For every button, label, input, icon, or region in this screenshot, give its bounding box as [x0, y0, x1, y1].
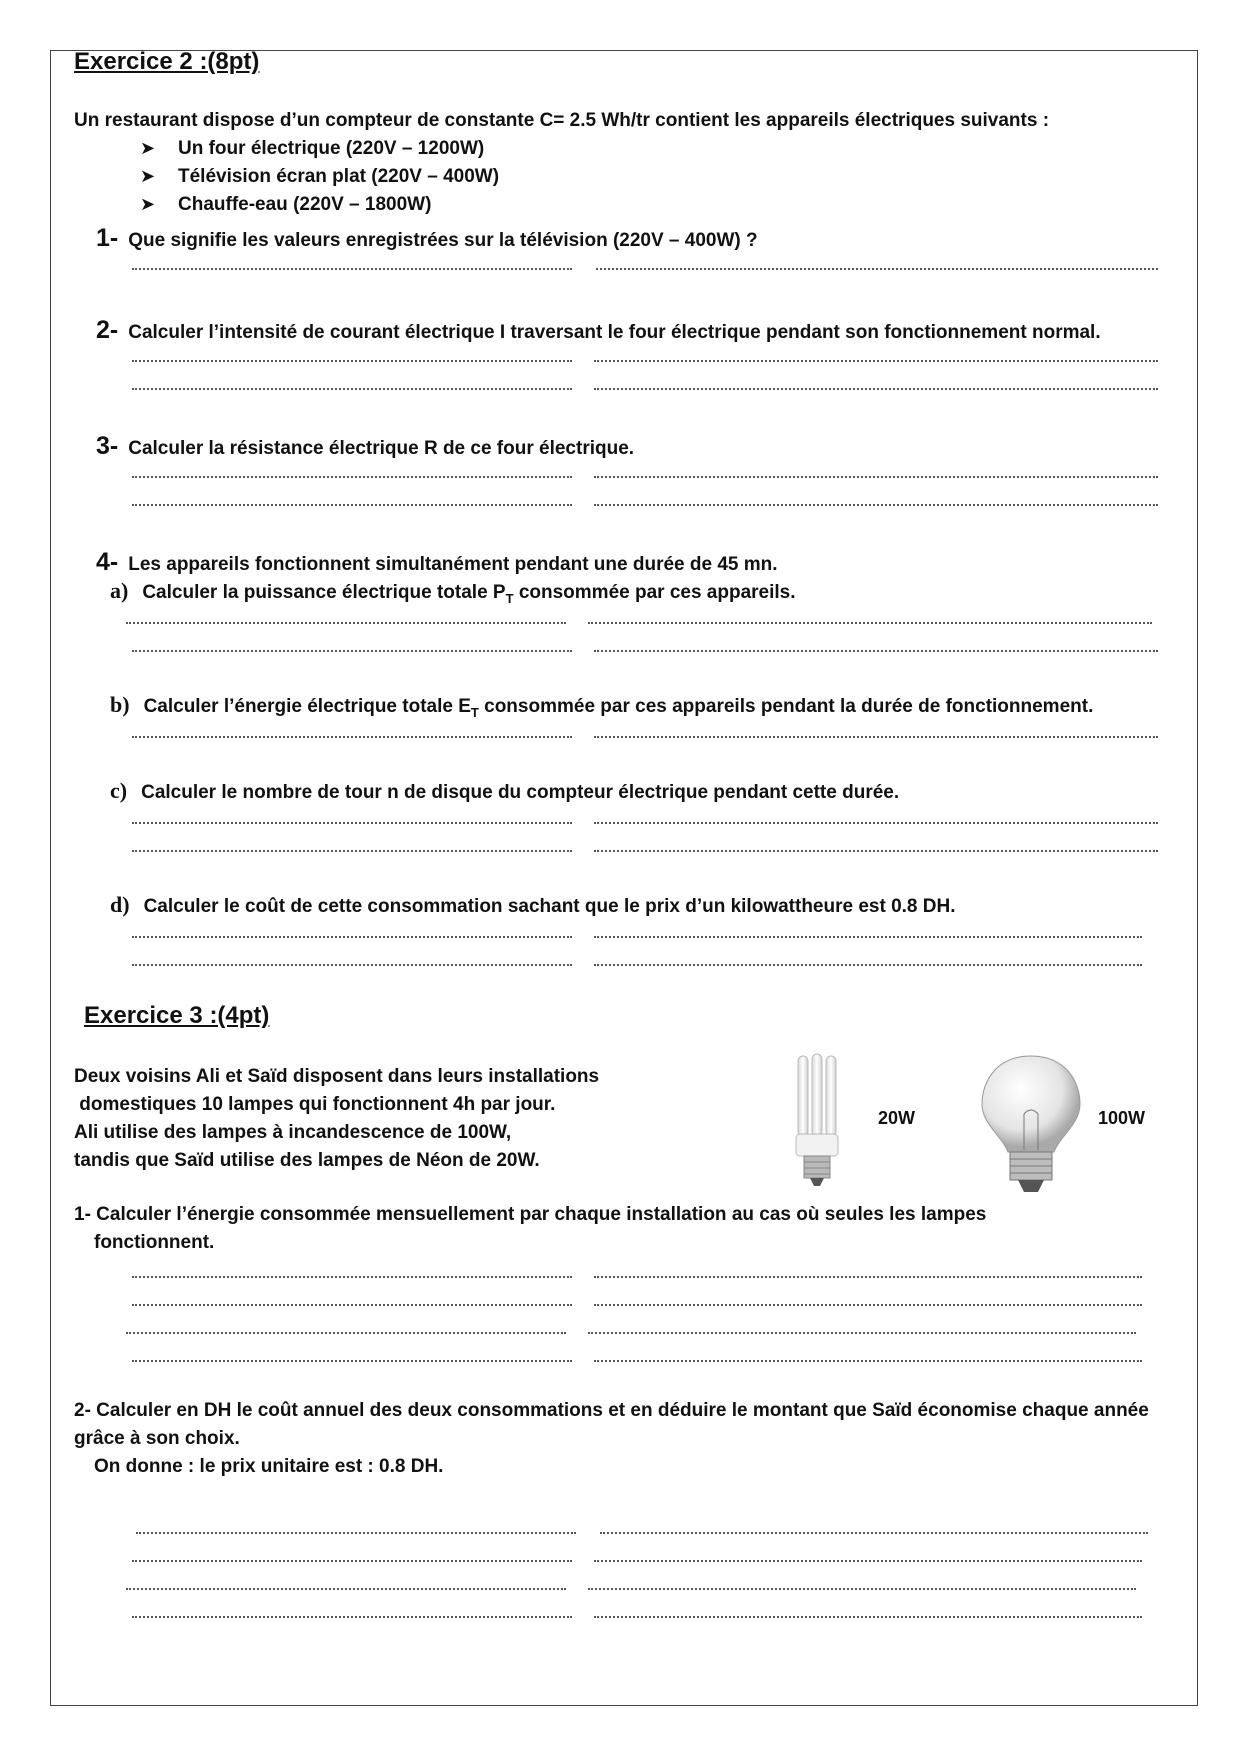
- bullet-item: [140, 138, 484, 160]
- answer-line[interactable]: [132, 822, 572, 824]
- exercise-3-intro-line: Ali utilise des lampes à incandescence de 100W,: [74, 1122, 512, 1143]
- bullet-text: Télévision écran plat (220V – 400W): [178, 166, 500, 187]
- sub-question-label: d): [110, 892, 130, 917]
- answer-line[interactable]: [594, 650, 1158, 652]
- answer-line[interactable]: [126, 1332, 566, 1334]
- answer-line[interactable]: [594, 388, 1158, 390]
- answer-line[interactable]: [132, 964, 572, 966]
- answer-line[interactable]: [594, 1616, 1142, 1618]
- answer-line[interactable]: [132, 388, 572, 390]
- subscript: T: [505, 590, 514, 606]
- answer-line[interactable]: [594, 822, 1158, 824]
- question-text: Que signifie les valeurs enregistrées sur la télévision (220V – 400W) ?: [128, 230, 758, 251]
- neon-lamp-power-label: 20W: [878, 1108, 916, 1128]
- subscript: T: [470, 704, 479, 720]
- exercise-2-title: Exercice 2 :(8pt): [74, 48, 260, 75]
- answer-line[interactable]: [132, 736, 572, 738]
- question-text: Calculer la puissance électrique totale P: [142, 582, 506, 603]
- answer-line[interactable]: [132, 650, 572, 652]
- answer-line[interactable]: [126, 622, 566, 624]
- arrow-bullet-icon: ➤: [140, 138, 156, 158]
- question-text-end: consommée par ces appareils pendant la durée de fonctionnement.: [478, 696, 1094, 717]
- exercise-3-question-2: 2- Calculer en DH le coût annuel des deux consommations et en déduire le montant que Saïd économise chaque année: [74, 1400, 1149, 1421]
- exercise-3-question-2-cont: grâce à son choix.: [74, 1428, 240, 1449]
- answer-line[interactable]: [594, 1360, 1142, 1362]
- answer-line[interactable]: [132, 1560, 572, 1562]
- exercise-3-question-1: 1- Calculer l’énergie consommée mensuellement par chaque installation au cas où seules les lampes: [74, 1204, 987, 1225]
- question-number: 4-: [96, 548, 119, 576]
- question-text: Calculer le nombre de tour n de disque du compteur électrique pendant cette durée.: [141, 782, 900, 803]
- question-text: Calculer la résistance électrique R de ce four électrique.: [128, 438, 635, 459]
- answer-line[interactable]: [594, 476, 1158, 478]
- answer-line[interactable]: [600, 1532, 1148, 1534]
- answer-line[interactable]: [132, 1276, 572, 1278]
- question-4b: [110, 692, 1093, 720]
- answer-line[interactable]: [132, 360, 572, 362]
- answer-line[interactable]: [594, 1560, 1142, 1562]
- answer-line[interactable]: [594, 936, 1142, 938]
- question-number: 1-: [96, 224, 119, 252]
- question-number: 2-: [96, 316, 119, 344]
- exercise-3-intro-line: Deux voisins Ali et Saïd disposent dans leurs installations: [74, 1066, 600, 1087]
- question-text: Les appareils fonctionnent simultanément pendant une durée de 45 mn.: [128, 554, 778, 575]
- question-3: [96, 432, 634, 461]
- neon-lamp-image: [790, 1052, 846, 1192]
- question-4d: [110, 892, 956, 918]
- sub-question-label: b): [110, 692, 130, 717]
- exercise-3-intro-line: domestiques 10 lampes qui fonctionnent 4h par jour.: [74, 1094, 556, 1115]
- answer-line[interactable]: [594, 850, 1158, 852]
- answer-line[interactable]: [132, 1616, 572, 1618]
- bullet-item: [140, 166, 499, 188]
- answer-line[interactable]: [594, 964, 1142, 966]
- answer-line[interactable]: [594, 1304, 1142, 1306]
- exercise-2-intro: Un restaurant dispose d’un compteur de constante C= 2.5 Wh/tr contient les appareils électriques suivants :: [74, 110, 1050, 131]
- answer-line[interactable]: [594, 736, 1158, 738]
- exercise-3-question-1-cont: fonctionnent.: [94, 1232, 215, 1253]
- answer-line[interactable]: [588, 1332, 1136, 1334]
- exercise-3-given-price: On donne : le prix unitaire est : 0.8 DH.: [94, 1456, 444, 1477]
- question-text: Calculer l’intensité de courant électrique I traversant le four électrique pendant son fonctionnement normal.: [128, 322, 1101, 343]
- answer-line[interactable]: [136, 1532, 576, 1534]
- question-4: [96, 548, 778, 577]
- question-text: Calculer le coût de cette consommation sachant que le prix d’un kilowattheure est 0.8 DH.: [143, 896, 956, 917]
- question-4c: [110, 778, 899, 804]
- answer-line[interactable]: [132, 476, 572, 478]
- answer-line[interactable]: [132, 936, 572, 938]
- answer-line[interactable]: [132, 850, 572, 852]
- answer-line[interactable]: [588, 622, 1152, 624]
- answer-line[interactable]: [596, 268, 1158, 270]
- bullet-text: Chauffe-eau (220V – 1800W): [178, 194, 432, 215]
- question-2: [96, 316, 1101, 345]
- answer-line[interactable]: [132, 1304, 572, 1306]
- sub-question-label: c): [110, 778, 128, 803]
- question-text: Calculer l’énergie électrique totale E: [143, 696, 471, 717]
- bullet-text: Un four électrique (220V – 1200W): [178, 138, 485, 159]
- sub-question-label: a): [110, 578, 129, 603]
- answer-line[interactable]: [594, 1276, 1142, 1278]
- answer-line[interactable]: [132, 1360, 572, 1362]
- arrow-bullet-icon: ➤: [140, 194, 156, 214]
- question-1: [96, 224, 758, 253]
- arrow-bullet-icon: ➤: [140, 166, 156, 186]
- answer-line[interactable]: [126, 1588, 566, 1590]
- incandescent-bulb-power-label: 100W: [1098, 1108, 1146, 1128]
- answer-line[interactable]: [594, 504, 1158, 506]
- answer-line[interactable]: [594, 360, 1158, 362]
- question-text-end: consommée par ces appareils.: [513, 582, 796, 603]
- exercise-3-intro-line: tandis que Saïd utilise des lampes de Néon de 20W.: [74, 1150, 540, 1171]
- question-4a: [110, 578, 796, 606]
- answer-line[interactable]: [132, 504, 572, 506]
- bullet-item: [140, 194, 431, 216]
- incandescent-bulb-image: [976, 1052, 1086, 1198]
- exercise-3-title: Exercice 3 :(4pt): [84, 1002, 270, 1029]
- answer-line[interactable]: [132, 268, 572, 270]
- question-number: 3-: [96, 432, 119, 460]
- answer-line[interactable]: [588, 1588, 1136, 1590]
